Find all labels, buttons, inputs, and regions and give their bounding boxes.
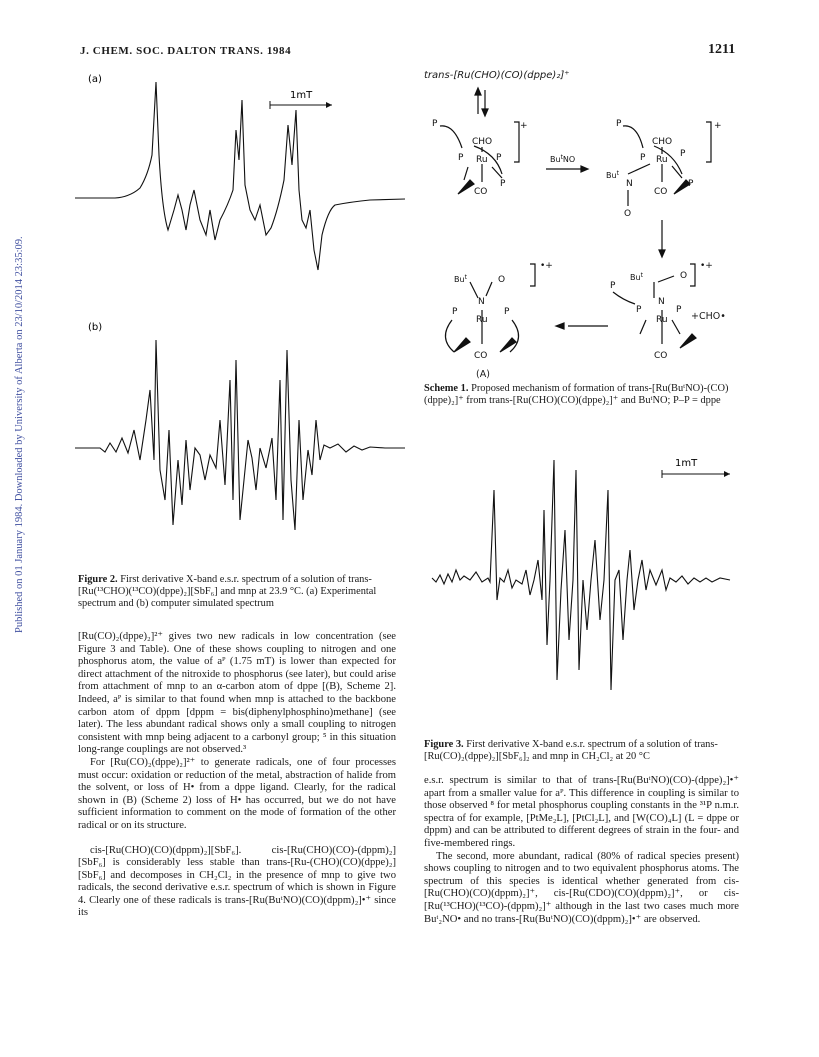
svg-text:P: P (610, 281, 616, 291)
svg-text:+: + (714, 121, 722, 131)
figure-2-spectra (70, 60, 410, 560)
panel-b-label: (b) (88, 322, 103, 333)
svg-text:P: P (432, 119, 438, 129)
svg-text:P: P (452, 307, 458, 317)
left-paragraph-1: [Ru(CO)₂(dppe)₂]²⁺ gives two new radicals in low concentration (see Figure 3 and Table). One of these shows coupling to nitrogen and one phosphorus atom, the value of aᴾ (1.75 mT) is lower than expected for direct attachment of the nitroxide to phosphorus (see later), but could arise from attachment of mnp to an α-carbon atom of dppe [(B), Scheme 2]. Indeed, aᴾ is similar to that found when mnp is attached to the backbone carbon atom of dppm [dppm = bis(diphenylphosphino)methane] (see later). The less abundant radical shows only a small coupling to nitrogen consistent with mnp being adjacent to a carbonyl group; ⁵ in this situation long-range couplings are not observed.³ (78, 631, 396, 756)
journal-header: J. CHEM. SOC. DALTON TRANS. 1984 (80, 45, 292, 57)
right-paragraph-2: The second, more abundant, radical (80% of radical species present) shows coupling to nitrogen and to two equivalent phosphorus atoms. The spectrum of this species is identical whether generated from cis-[Ru(CHO)(CO)(dppm)₂]⁺, cis-[Ru(CDO)(CO)(dppm)₂]⁺, or cis-[Ru(¹³CHO)(¹³CO)-(dppm)₂]⁺ although in the last two cases much more Buᵗ₂NO• and no trans-[Ru(BuᵗNO)(CO)(dppm)₂]•⁺ are observed. (424, 850, 739, 925)
figure-3-scale-label: 1mT (675, 458, 698, 469)
panel-a-label: (a) (88, 74, 102, 85)
svg-text:CO: CO (654, 187, 668, 197)
figure-3-trace (432, 460, 730, 690)
svg-text:P: P (504, 307, 510, 317)
svg-text:N: N (478, 297, 485, 307)
right-column (424, 775, 739, 926)
svg-text:CHO: CHO (652, 137, 673, 147)
svg-text:But: Bu$^t$ (454, 274, 467, 284)
scheme-1-caption-text: Proposed mechanism of formation of trans-[Ru(BuᵗNO)-(CO)(dppe)₂]⁺ from trans-[Ru(CHO)(CO)(dppe)₂]⁺ and BuᵗNO; P–P = dppe (424, 383, 729, 407)
svg-text:N: N (658, 297, 665, 307)
download-note-text: Published on 01 January 1984. Downloaded by University of Alberta on 23/10/2014 23:35:09. (14, 236, 25, 633)
svg-text:•+: •+ (700, 261, 713, 271)
svg-text:Ru: Ru (476, 315, 488, 325)
svg-text:N: N (626, 179, 633, 189)
scheme-1-by-product: +CHO• (691, 311, 726, 322)
svg-text:P: P (676, 305, 682, 315)
page-number: 1211 (708, 42, 736, 57)
scheme-1-diagram (418, 82, 738, 382)
svg-text:P: P (640, 153, 646, 163)
svg-text:P: P (616, 119, 622, 129)
figure-2-scale-label: 1mT (290, 90, 313, 101)
scheme-1-caption (424, 383, 739, 407)
right-paragraph-1: e.s.r. spectrum is similar to that of trans-[Ru(BuᵗNO)(CO)-(dppe)₂]•⁺ apart from a smaller value for aᴾ. This difference in coupling is similar to those observed ⁸ for metal phosphorus coupling constants in the ³¹P n.m.r. spectra of for example, [PtMe₂L], [PtCl₂L], and [W(CO)₄L] (L = dppe or dppm) and can be attributed to different degrees of strain in the four- and five-membered rings. (424, 775, 739, 849)
scheme-1-label-A: (A) (476, 369, 490, 380)
svg-text:P: P (458, 153, 464, 163)
figure-2-caption-text: First derivative X-band e.s.r. spectrum of a solution of trans-[Ru(¹³CHO)(¹³CO)(dppe)₂][SbF₆] and mnp at 23.9 °C. (a) Experimental spectrum and (b) computer simulated spectrum (78, 574, 377, 610)
svg-text:O: O (498, 275, 506, 285)
figure-2-caption (78, 574, 396, 611)
svg-text:P: P (688, 179, 694, 189)
scheme-1-top-label: trans-[Ru(CHO)(CO)(dppe)₂]⁺ (424, 70, 570, 81)
svg-text:P: P (680, 149, 686, 159)
spectrum-a-trace (75, 82, 405, 270)
svg-text:O: O (624, 209, 632, 219)
left-paragraph-2: For [Ru(CO)₂(dppe)₂]²⁺ to generate radicals, one of four processes must occur: oxidation or reduction of the metal, abstraction of halide from the solvent, or loss of H• from a dppe ligand. Clearly, for the radical shown in (B) (Scheme 2) loss of H• has occurred, but we do not have sufficient information to comment on the mode of formation of the other radical or on its structure. (78, 756, 396, 831)
left-column (78, 631, 396, 920)
svg-text:O: O (680, 271, 688, 281)
svg-text:CHO: CHO (472, 137, 493, 147)
figure-3-caption (424, 739, 739, 763)
svg-text:Ru: Ru (656, 155, 668, 165)
svg-text:Ru: Ru (476, 155, 488, 165)
svg-text:•+: •+ (540, 261, 553, 271)
svg-text:P: P (496, 153, 502, 163)
scheme-1-caption-label: Scheme 1. (424, 383, 469, 394)
svg-text:Ru: Ru (656, 315, 668, 325)
figure-3-caption-label: Figure 3. (424, 739, 464, 750)
figure-2-caption-label: Figure 2. (78, 574, 118, 585)
left-paragraph-3: cis-[Ru(CHO)(CO)(dppm)₂][SbF₆]. cis-[Ru(CHO)(CO)-(dppm)₂][SbF₆] is considerably less stable than trans-[Ru-(CHO)(CO)(dppe)₂][SbF₆] and decomposes in CH₂Cl₂ in the presence of mnp to give two radicals, the second derivative e.s.r. spectrum of which is shown in Figure 4. Clearly one of these radicals is trans-[Ru(BuᵗNO)(CO)(dppm)₂]•⁺ since its (78, 844, 396, 919)
svg-text:P: P (500, 179, 506, 189)
spectrum-b-trace (75, 340, 405, 530)
svg-text:But: Bu$^t$ (630, 272, 643, 282)
svg-text:CO: CO (654, 351, 668, 361)
svg-text:But: Bu$^t$ (606, 170, 619, 180)
figure-3-spectrum (430, 430, 740, 730)
figure-3-caption-text: First derivative X-band e.s.r. spectrum of a solution of trans-[Ru(CO)₂(dppe)₂][SbF₆]₂ and mnp in CH₂Cl₂ at 20 °C (424, 739, 718, 763)
svg-text:CO: CO (474, 187, 488, 197)
download-note (2, 205, 25, 635)
svg-text:ButNO: Bu$^t$NO (550, 154, 576, 164)
svg-text:+: + (520, 121, 528, 131)
svg-text:P: P (636, 305, 642, 315)
svg-text:CO: CO (474, 351, 488, 361)
